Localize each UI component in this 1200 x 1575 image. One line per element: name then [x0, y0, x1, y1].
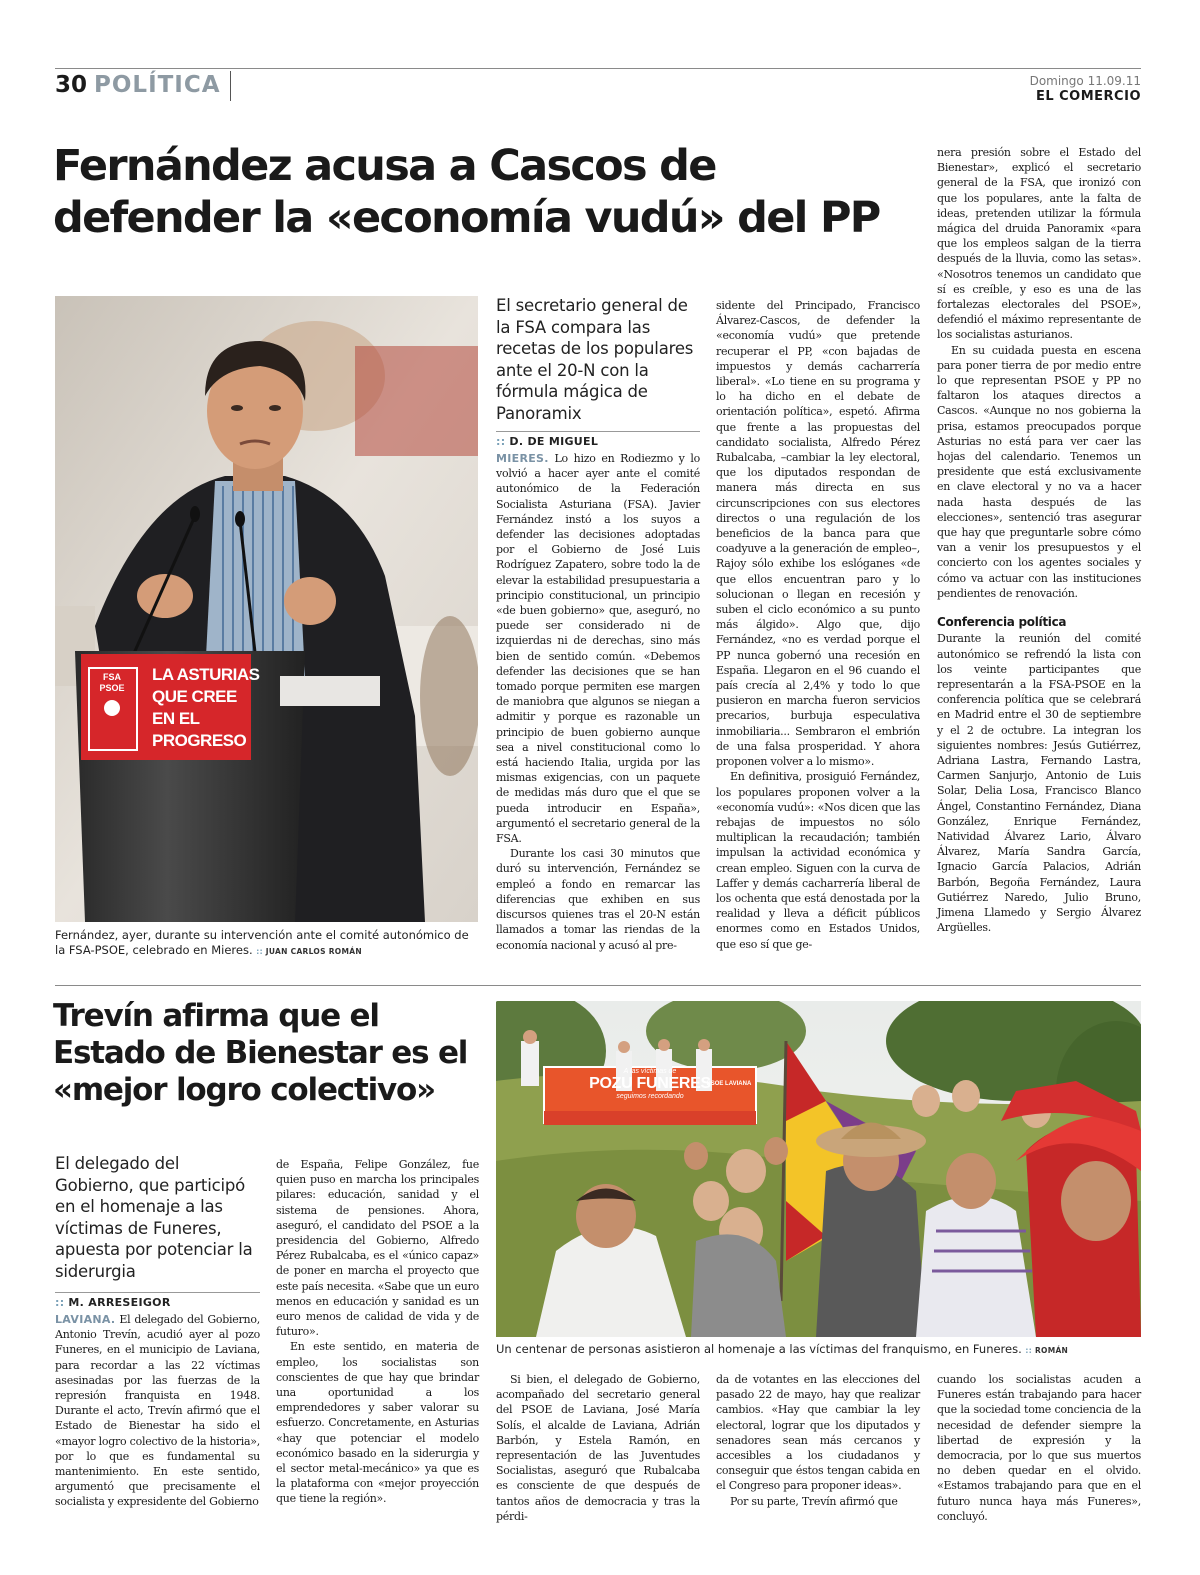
article1-photo — [55, 296, 478, 922]
section-name: POLÍTICA — [94, 72, 221, 98]
article1-photo-credit: :: JUAN CARLOS ROMÁN — [256, 947, 362, 956]
article1-paragraph: En su cuidada puesta en escena para poner tierra de por medio entre lo que representan PSOE y PP no faltaron los ataques directos a Cascos. «Aunque no nos gobierna la prisa, estamos preocupados porque Asturias no está para ver caer las hojas del calendario. Tenemos un presidente que está exclusivamente en clave electoral y no va a hacer nada hasta después de las elecciones», sentenció tras asegurar que hay que preguntarle sobre cómo van a venir los presupuestos y el concierto con los agentes sociales y cómo va actuar con las instituciones pendientes de renovación. — [937, 343, 1141, 600]
article2-paragraph: cuando los socialistas acuden a Funeres están trabajando para hacer que la sociedad tome conciencia de la necesidad de defender siempre la libertad de expresión y la democracia, por lo que sus muertos no deben quedar en el olvido. «Estamos trabajando para que en el futuro nunca haya más Funeres», concluyó. — [937, 1373, 1141, 1523]
article2-paragraph: de España, Felipe González, fue quien puso en marcha los principales pilares: educación, sanidad y el sistema de pensiones. Ahora, aseguró, el candidato del PSOE a la presidencia del Gobierno, Alfredo Pérez Rubalcaba, es el «único capaz» de poner en marcha el proyecto que este país necesita. «Sabe que un euro menos en educación y sanidad es un euro menos de calidad de vida y de futuro». — [276, 1158, 479, 1339]
article1-column-2 — [716, 298, 920, 952]
podium-logo-line2: PSOE — [99, 683, 125, 693]
article2-column-2 — [276, 1157, 479, 1507]
page-number: 30 — [55, 72, 88, 98]
article2-dateline: LAVIANA. — [55, 1313, 116, 1326]
article2-paragraph: En este sentido, en materia de empleo, los socialistas son conscientes de que hay que brindar una oportunidad a los emprendedores y saber valorar su esfuerzo. Concretamente, en Asturias «hay que potenciar el modelo económico basado en la siderurgia y el sector metal-mecánico» ya que es la plataforma con «mejor proyección que tiene la región». — [276, 1340, 479, 1506]
psoe-rose-icon — [104, 700, 120, 716]
article1-paragraph: En definitiva, prosiguió Fernández, los populares proponen volver a la «economía vudú»: «Nos dicen que las rebajas de impuestos no sólo multiplican la recaudación; también impulsan la actividad económica y crean empleo. Siguen con la curva de Laffer y demás cacharrería liberal de los ochenta que está denostada por la realidad y lleva a déficit públicos enormes como en Estados Unidos, que eso sí que ge- — [716, 770, 920, 951]
newspaper-name: EL COMERCIO — [1035, 89, 1141, 104]
article2-column-3 — [496, 1372, 700, 1524]
article1-byline: :: D. DE MIGUEL — [496, 431, 700, 448]
podium-slogan-line: EN EL — [152, 709, 200, 728]
podium-slogan — [152, 664, 260, 752]
article1-paragraph: Durante la reunión del comité autonómico se refrendó la lista con los veinte participantes que representarán a la FSA-PSOE en la conferencia política que se celebrará en Madrid entre el 30 de septiembre y el 2 de octubre. La integran los siguientes nombres: Jesús Gutiérrez, Adriana Lastra, Fernando Lastra, Carmen Sanjurjo, Antonio de Luis Solar, Delia Losa, Francisco Blanco Ángel, Constantino Fernández, Diana González, Enrique Fernández, Natividad Álvarez Lario, Álvaro Álvarez, María Sandra García, Ignacio García Palacios, Adrián Barbón, Begoña Fernández, Laura Gutiérrez Naredo, Julio Bruno, Jimena Llamedo y Sergio Álvarez Argüelles. — [937, 632, 1141, 935]
article-divider — [55, 985, 1141, 986]
article1-caption-text: Fernández, ayer, durante su intervención ante el comité autonómico de la FSA-PSOE, celebrado en Mieres. — [55, 928, 469, 957]
banner-sub-text: seguimos recordando — [616, 1093, 684, 1100]
article2-photo-caption — [496, 1342, 1141, 1358]
article1-dateline: MIERES. — [496, 452, 549, 465]
article2-paragraph: da de votantes en las elecciones del pasado 22 de mayo, hay que realizar cambios. «Hay que cambiar la ley electoral, lograr que los diputados y senadores sean más cercanos y accesibles a los ciudadanos y conseguir que éstos tengan cabida en el Congreso para proponer ideas». — [716, 1373, 920, 1493]
article1-photo-caption — [55, 928, 478, 959]
header-rule — [55, 68, 1141, 69]
article2-column-4 — [716, 1372, 920, 1509]
podium-slogan-line: PROGRESO — [152, 731, 247, 750]
article2-photo-credit: :: ROMÁN — [1025, 1346, 1069, 1355]
article1-column-1: MIERES. Lo hizo en Rodiezmo y lo volvió a hacer ayer ante el comité autonómico de la Federación Socialista Asturiana (FSA). Javier Fernández instó a los suyos a defender las decisiones adoptadas por el Gobierno de José Luis Rodríguez Zapatero, sobre todo la de elevar la estabilidad presupuestaria a principio constitucional, un principio «de buen gobierno» que, aseguró, no puede ser considerado ni de izquierdas ni de derechas, sino más bien de sentido común. «Debemos defender las decisiones que se han tomado porque permiten ese margen de maniobra que algunos se niegan a admitir y porque es razonable un principio de buen gobierno aunque sea a nivel constitucional como lo está haciendo Italia, urgida por las mismas exigencias, con un paquete de medidas más duro que el que se pueda introducir en España», argumentó el secretario general de la FSA. Durante los casi 30 minutos que duró su intervención, Fernández se empleó a fondo en remarcar las diferencias que exhiben en sus discursos quienes tras el 20-N están llamados a tomar las riendas de la economía nacional y acusó al pre- — [496, 452, 701, 952]
article1-headline: Fernández acusa a Cascos de defender la «economía vudú» del PP — [53, 141, 880, 243]
article1-paragraph: Durante los casi 30 minutos que duró su intervención, Fernández se empleó a fondo en remarcar las diferencias que exhiben en sus discursos quienes tras el 20-N están llamados a tomar las riendas de la economía nacional y acusó al pre- — [496, 847, 700, 952]
banner-right-text: PSOE LAVIANA — [706, 1081, 752, 1087]
article2-photo — [496, 1001, 1141, 1337]
podium-slogan-line: QUE CREE — [152, 687, 237, 706]
podium-logo-line1: FSA — [103, 672, 121, 682]
article1-subhead: Conferencia política — [937, 615, 1067, 630]
article2-byline: :: M. ARRESEIGOR — [55, 1292, 260, 1309]
article2-column-1: LAVIANA. El delegado del Gobierno, Antonio Trevín, acudió ayer al pozo Funeres, en el municipio de Laviana, para recordar a las 22 víctimas asesinadas por las fuerzas de la represión franquista en 1948. Durante el acto, Trevín afirmó que el Estado de Bienestar ha sido el «mayor logro colectivo de la historia», por lo que es fundamental su mantenimiento. En este sentido, argumentó que precisamente el socialista y expresidente del Gobierno — [55, 1313, 261, 1509]
article1-column-3 — [937, 145, 1141, 935]
article2-column-5 — [937, 1372, 1141, 1524]
banner-small-text: A las víctimas de — [623, 1068, 677, 1075]
section-divider — [230, 71, 231, 101]
article1-paragraph: nera presión sobre el Estado del Bienestar», explicó el secretario general de la FSA, que ironizó con que los populares, ante la falta de ideas, pretenden utilizar la fórmula mágica del druida Panoramix «para que los empleos salgan de la tierra después de la lluvia, como las setas». «Nosotros tenemos un candidato que sí es creíble, y eso es una de las fortalezas electorales del PSOE», defendió el máximo representante de los socialistas asturianos. — [937, 146, 1141, 342]
article2-deck: El delegado del Gobierno, que participó en el homenaje a las víctimas de Funeres, apuesta por potenciar la siderurgia — [55, 1154, 253, 1281]
article1-deck: El secretario general de la FSA compara las recetas de los populares ante el 20-N con la fórmula mágica de Panoramix — [496, 296, 694, 423]
article1-paragraph: sidente del Principado, Francisco Álvarez-Cascos, de defender la «economía vudú» que pretende recuperar el PP, «con bajadas de impuestos y demás cacharrería liberal». «Lo tiene en su programa y lo ha dicho en el debate de orientación política», espetó. Afirma que frente a las propuestas del candidato socialista, Alfredo Pérez Rubalcaba, –cambiar la ley electoral, que los diputados respondan de manera más directa en sus circunscripciones con sus electores directos o una regulación de los beneficios de la banca para que coadyuve a la generación de empleo–, Rajoy sólo exhibe los eslóganes «de que ellos encuentran paro y lo solucionan o llegan en recesión y suben el ciclo económico a su punto más álgido». Algo que, dijo Fernández, «no es verdad porque el PP nunca gobernó una recesión en España. Llegaron en el 96 cuando el país crecía al 2,4% y todo lo que pusieron en marcha fueron servicios precarios, burbuja especulativa inmobiliaria... Sembraron el embrión de una falsa prosperidad. Y ahora proponen volver a lo mismo». — [716, 299, 920, 769]
issue-date: Domingo 11.09.11 — [1029, 74, 1141, 88]
article2-caption-text: Un centenar de personas asistieron al homenaje a las víctimas del franquismo, en Funeres. — [496, 1342, 1022, 1356]
article2-paragraph: Si bien, el delegado de Gobierno, acompañado del secretario general del PSOE de Laviana, José María Solís, el alcalde de Laviana, Adrián Barbón, y Estela Ramón, en representación de las Juventudes Socialistas, aseguró que Rubalcaba es consciente de que después de tantos años de democracia y tras la pérdi- — [496, 1373, 700, 1523]
podium-logo — [92, 672, 132, 716]
article2-headline: Trevín afirma que el Estado de Bienestar es el «mejor logro colectivo» — [53, 998, 468, 1108]
article2-paragraph: Por su parte, Trevín afirmó que — [730, 1494, 898, 1508]
podium-slogan-line: LA ASTURIAS — [152, 665, 260, 684]
banner-main-text: POZU FUNERES — [589, 1075, 711, 1092]
